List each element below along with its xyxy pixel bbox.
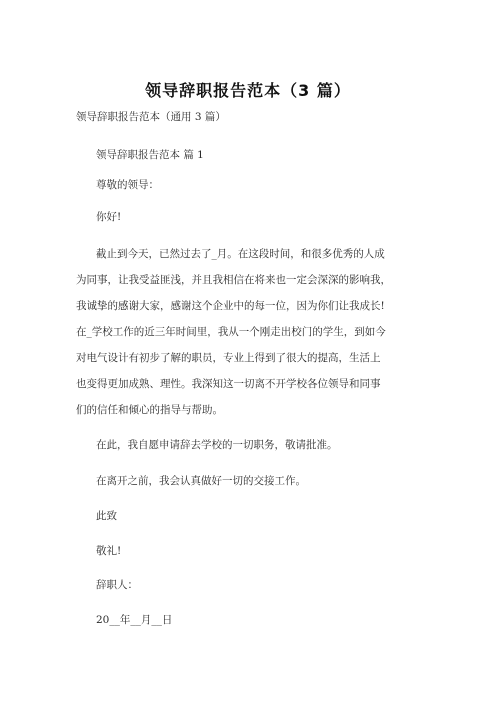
closing-line-1: 此致 xyxy=(96,510,117,522)
paragraph-line: 我诚挚的感谢大家，感谢这个企业中的每一位，因为你们让我成长! xyxy=(76,300,385,312)
paragraph-line: 对电气设计有初步了解的职员，专业上得到了很大的提高，生活上 xyxy=(76,352,381,364)
salutation: 尊敬的领导： xyxy=(96,179,159,191)
date-line: 20__年__月__日 xyxy=(96,614,173,626)
closing-line-2: 敬礼! xyxy=(96,545,122,557)
paragraph-line: 在_学校工作的近三年时间里，我从一个刚走出校门的学生，到如今 xyxy=(76,326,386,338)
section-heading: 领导辞职报告范本 篇 1 xyxy=(96,149,204,161)
paragraph-line: 们的信任和倾心的指导与帮助。 xyxy=(76,404,223,416)
paragraph-line: 也变得更加成熟、理性。我深知这一切离不开学校各位领导和同事 xyxy=(76,378,381,390)
paragraph-line: 截止到今天，已然过去了_月。在这段时间，和很多优秀的人成 xyxy=(96,248,385,260)
paragraph-line: 为同事，让我受益匪浅，并且我相信在将来也一定会深深的影响我， xyxy=(76,274,391,286)
paragraph-request: 在此，我自愿申请辞去学校的一切职务，敬请批准。 xyxy=(96,439,338,451)
document-subtitle: 领导辞职报告范本（通用 3 篇） xyxy=(76,111,226,123)
signer-label: 辞职人： xyxy=(96,579,138,591)
greeting: 你好! xyxy=(96,211,122,223)
paragraph-handover: 在离开之前，我会认真做好一切的交接工作。 xyxy=(96,475,306,487)
document-title: 领导辞职报告范本（3 篇） xyxy=(145,81,351,100)
